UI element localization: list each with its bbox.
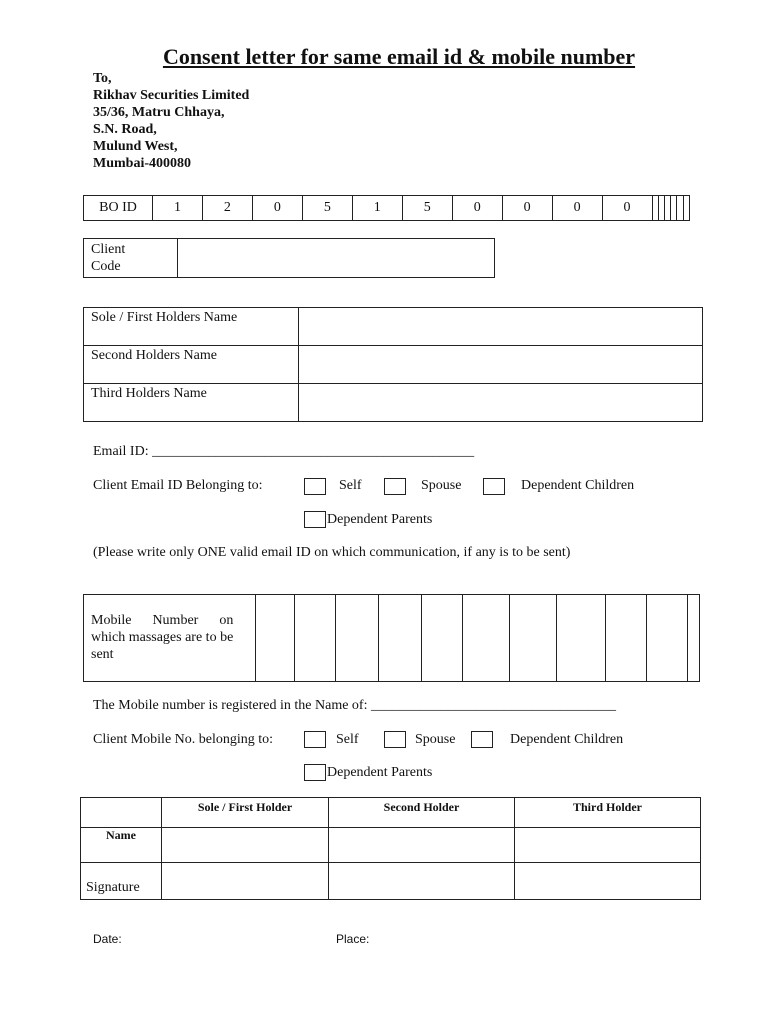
bo-id-digit-cell[interactable]: 2 bbox=[202, 196, 252, 221]
bo-id-digit-cell[interactable]: 0 bbox=[552, 196, 602, 221]
bo-id-digit-cell[interactable]: 0 bbox=[452, 196, 502, 221]
mobile-spouse-checkbox[interactable] bbox=[384, 731, 406, 748]
third-holder-signature-cell[interactable] bbox=[515, 863, 701, 900]
address-line: 35/36, Matru Chhaya, bbox=[93, 105, 225, 120]
mobile-number-table bbox=[83, 594, 700, 682]
address-line: S.N. Road, bbox=[93, 122, 157, 137]
second-holder-signature-cell[interactable] bbox=[329, 863, 515, 900]
second-holder-name-cell[interactable] bbox=[329, 828, 515, 863]
third-holder-field[interactable] bbox=[299, 384, 703, 422]
bo-id-digit-cell[interactable]: 1 bbox=[352, 196, 402, 221]
email-self-label: Self bbox=[339, 478, 362, 493]
second-holder-field[interactable] bbox=[299, 346, 703, 384]
name-row-label: Name bbox=[81, 828, 162, 863]
place-label: Place: bbox=[336, 932, 370, 946]
email-dependent-parents-label: Dependent Parents bbox=[327, 512, 433, 527]
email-spouse-checkbox[interactable] bbox=[384, 478, 406, 495]
first-holder-field[interactable] bbox=[299, 308, 703, 346]
email-id-line[interactable]: Email ID: ______________________________________________ bbox=[93, 444, 475, 459]
bo-id-digit-cell[interactable]: 5 bbox=[402, 196, 452, 221]
mobile-number-label bbox=[84, 595, 256, 682]
mobile-digit-cell[interactable] bbox=[557, 595, 606, 682]
signature-row-label: Signature bbox=[81, 863, 162, 900]
mobile-spouse-label: Spouse bbox=[415, 732, 456, 747]
email-belonging-label: Client Email ID Belonging to: bbox=[93, 478, 263, 493]
bo-id-digit-cell[interactable] bbox=[683, 196, 689, 221]
email-dependent-parents-checkbox[interactable] bbox=[304, 511, 326, 528]
third-holder-label: Third Holders Name bbox=[84, 384, 299, 422]
mobile-dependent-children-checkbox[interactable] bbox=[471, 731, 493, 748]
mobile-dependent-children-label: Dependent Children bbox=[510, 732, 624, 747]
signature-table bbox=[80, 797, 701, 900]
mobile-digit-cell[interactable] bbox=[256, 595, 295, 682]
first-holder-signature-cell[interactable] bbox=[162, 863, 329, 900]
mobile-digit-cell[interactable] bbox=[688, 595, 700, 682]
mobile-registered-name-line[interactable]: The Mobile number is registered in the Name of: ___________________________________ bbox=[93, 698, 616, 713]
address-line: Rikhav Securities Limited bbox=[93, 88, 250, 103]
email-dependent-children-label: Dependent Children bbox=[521, 478, 635, 493]
signature-table-header: Third Holder bbox=[515, 798, 701, 828]
email-self-checkbox[interactable] bbox=[304, 478, 326, 495]
signature-table-header: Second Holder bbox=[329, 798, 515, 828]
mobile-self-checkbox[interactable] bbox=[304, 731, 326, 748]
email-note: (Please write only ONE valid email ID on which communication, if any is to be sent) bbox=[93, 545, 571, 560]
mobile-digit-cell[interactable] bbox=[606, 595, 647, 682]
signature-table-header: Sole / First Holder bbox=[162, 798, 329, 828]
bo-id-digit-cell[interactable]: 5 bbox=[302, 196, 352, 221]
first-holder-label: Sole / First Holders Name bbox=[84, 308, 299, 346]
email-spouse-label: Spouse bbox=[421, 478, 462, 493]
address-line: To, bbox=[93, 71, 112, 86]
third-holder-name-cell[interactable] bbox=[515, 828, 701, 863]
mobile-dependent-parents-checkbox[interactable] bbox=[304, 764, 326, 781]
mobile-belonging-label: Client Mobile No. belonging to: bbox=[93, 732, 274, 747]
mobile-digit-cell[interactable] bbox=[510, 595, 557, 682]
email-dependent-children-checkbox[interactable] bbox=[483, 478, 505, 495]
client-code-label bbox=[84, 239, 178, 278]
recipient-address bbox=[93, 70, 249, 172]
signature-table-header bbox=[81, 798, 162, 828]
holders-table bbox=[83, 307, 703, 422]
mobile-digit-cell[interactable] bbox=[295, 595, 336, 682]
mobile-label-line: Mobile Number on bbox=[91, 613, 234, 628]
bo-id-label: BO ID bbox=[84, 196, 153, 221]
date-label: Date: bbox=[93, 932, 122, 946]
mobile-digit-cell[interactable] bbox=[379, 595, 422, 682]
bo-id-digit-cell[interactable]: 0 bbox=[252, 196, 302, 221]
mobile-digit-cell[interactable] bbox=[463, 595, 510, 682]
mobile-digit-cell[interactable] bbox=[422, 595, 463, 682]
address-line: Mulund West, bbox=[93, 139, 178, 154]
mobile-self-label: Self bbox=[336, 732, 359, 747]
mobile-label-line: sent bbox=[91, 647, 114, 662]
first-holder-name-cell[interactable] bbox=[162, 828, 329, 863]
page-title: Consent letter for same email id & mobile number bbox=[162, 44, 636, 69]
mobile-dependent-parents-label: Dependent Parents bbox=[327, 765, 433, 780]
second-holder-label: Second Holders Name bbox=[84, 346, 299, 384]
bo-id-digit-cell[interactable]: 0 bbox=[502, 196, 552, 221]
client-code-label-line: Client bbox=[91, 242, 126, 257]
bo-id-table bbox=[83, 195, 690, 221]
client-code-label-line: Code bbox=[91, 259, 121, 274]
bo-id-digit-cell[interactable]: 1 bbox=[153, 196, 203, 221]
mobile-label-line: which massages are to be bbox=[91, 630, 234, 645]
bo-id-digit-cell[interactable]: 0 bbox=[602, 196, 652, 221]
mobile-digit-cell[interactable] bbox=[647, 595, 688, 682]
mobile-digit-cell[interactable] bbox=[336, 595, 379, 682]
client-code-table bbox=[83, 238, 495, 278]
client-code-field[interactable] bbox=[178, 239, 495, 278]
address-line: Mumbai-400080 bbox=[93, 156, 191, 171]
